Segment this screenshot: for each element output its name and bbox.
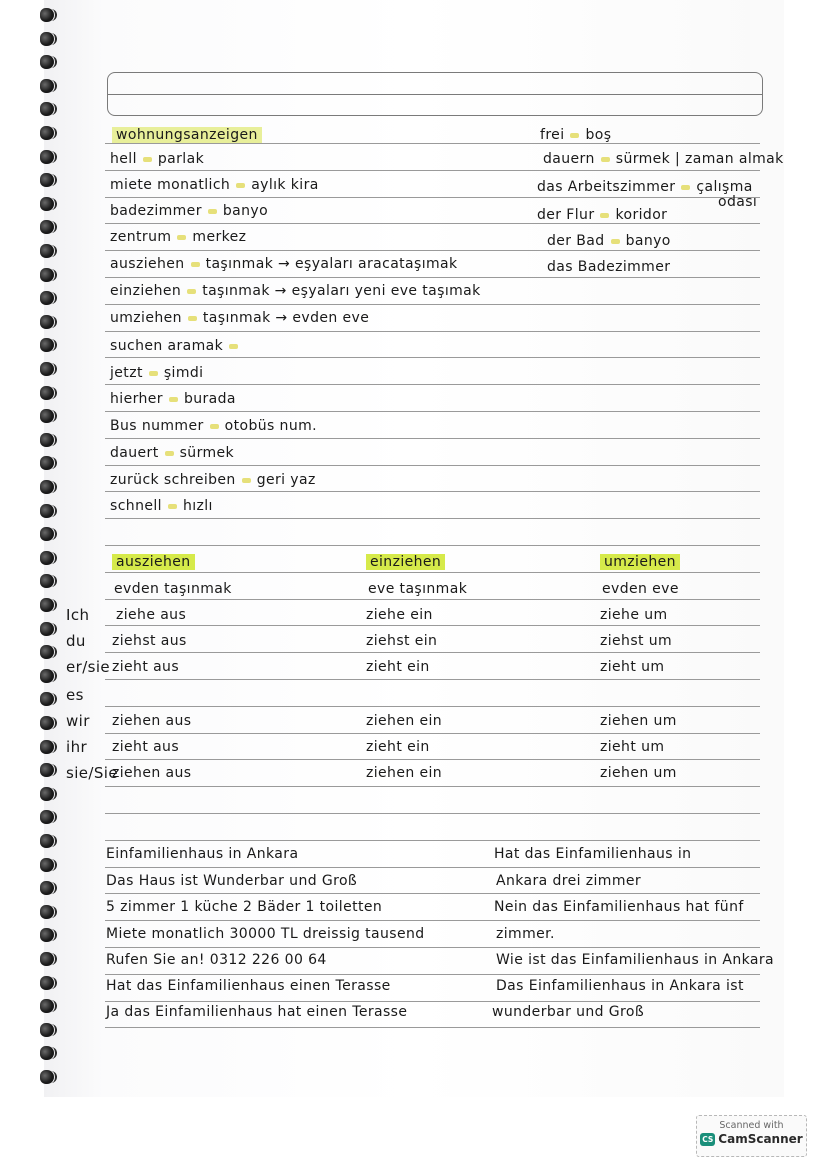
vocab-entry xyxy=(540,126,611,144)
spiral-ring xyxy=(40,952,54,966)
turkish-translation: geri yaz xyxy=(256,472,316,488)
highlight-dash xyxy=(242,478,251,483)
ruled-line xyxy=(105,893,760,894)
ruled-line xyxy=(105,625,760,626)
turkish-translation: taşınmak → eşyaları aracataşımak xyxy=(205,256,458,272)
german-term: zurück schreiben xyxy=(110,472,236,488)
spiral-binding xyxy=(40,0,62,1097)
turkish-translation: hızlı xyxy=(182,498,213,514)
pronoun-label: ihr xyxy=(66,738,88,756)
highlight-dash xyxy=(143,157,152,162)
ruled-line xyxy=(105,786,760,787)
spiral-ring xyxy=(40,574,54,588)
spiral-ring xyxy=(40,197,54,211)
ad-line-left: 5 zimmer 1 küche 2 Bäder 1 toiletten xyxy=(106,899,383,915)
conjugation-meaning: eve taşınmak xyxy=(368,581,468,597)
spiral-ring xyxy=(40,787,54,801)
highlight-dash xyxy=(208,209,217,214)
vocab-entry xyxy=(110,202,268,220)
title-box xyxy=(107,72,763,116)
spiral-ring xyxy=(40,716,54,730)
pronoun-label: er/sie xyxy=(66,658,111,676)
verb-form: ziehe um xyxy=(600,607,668,623)
verb-form: ziehen ein xyxy=(366,765,443,781)
ruled-line xyxy=(105,518,760,519)
vocab-entry xyxy=(110,228,246,246)
verb-form: ziehen ein xyxy=(366,713,443,729)
ad-line-right: Nein das Einfamilienhaus hat fünf xyxy=(494,899,744,915)
highlight-dash xyxy=(681,185,690,190)
highlight-dash xyxy=(611,239,620,244)
spiral-ring xyxy=(40,173,54,187)
ad-line-left: Einfamilienhaus in Ankara xyxy=(106,846,299,862)
ad-line-left: Miete monatlich 30000 TL dreissig tausend xyxy=(106,926,425,942)
spiral-ring xyxy=(40,834,54,848)
spiral-ring xyxy=(40,763,54,777)
german-term: dauern xyxy=(543,151,595,167)
ruled-line xyxy=(105,545,760,546)
spiral-ring xyxy=(40,905,54,919)
heading-text: wohnungsanzeigen xyxy=(112,127,262,143)
ad-line-left: Das Haus ist Wunderbar und Groß xyxy=(106,873,358,889)
spiral-ring xyxy=(40,622,54,636)
turkish-translation: koridor xyxy=(615,207,668,223)
spiral-ring xyxy=(40,291,54,305)
spiral-ring xyxy=(40,244,54,258)
turkish-translation: sürmek | zaman almak xyxy=(615,151,784,167)
spiral-ring xyxy=(40,315,54,329)
header-text: umziehen xyxy=(600,554,680,570)
pronoun-label: es xyxy=(66,686,84,704)
vocab-entry xyxy=(110,364,203,382)
german-term: badezimmer xyxy=(110,203,202,219)
spiral-ring xyxy=(40,999,54,1013)
verb-form: ziehen um xyxy=(600,765,677,781)
ruled-line xyxy=(105,679,760,680)
ad-line-left: Rufen Sie an! 0312 226 00 64 xyxy=(106,952,327,968)
spiral-ring xyxy=(40,220,54,234)
spiral-ring xyxy=(40,598,54,612)
ruled-line xyxy=(105,438,760,439)
spiral-ring xyxy=(40,268,54,282)
spiral-ring xyxy=(40,32,54,46)
german-term: miete monatlich xyxy=(110,177,231,193)
ad-line-right: Das Einfamilienhaus in Ankara ist xyxy=(496,978,744,994)
ruled-line xyxy=(105,491,760,492)
turkish-translation: banyo xyxy=(222,203,269,219)
highlight-dash xyxy=(168,504,177,509)
pronoun-label: du xyxy=(66,632,86,650)
ruled-line xyxy=(105,1027,760,1028)
ruled-line xyxy=(105,170,760,171)
spiral-ring xyxy=(40,928,54,942)
verb-form: zieht ein xyxy=(366,659,430,675)
vocab-entry: das Badezimmer xyxy=(547,259,671,275)
ruled-line xyxy=(105,867,760,868)
vocab-entry xyxy=(110,337,244,355)
ad-line-right: Hat das Einfamilienhaus in xyxy=(494,846,692,862)
spiral-ring xyxy=(40,669,54,683)
spiral-ring xyxy=(40,692,54,706)
turkish-translation: çalışma xyxy=(696,179,753,195)
spiral-ring xyxy=(40,881,54,895)
highlight-dash xyxy=(601,157,610,162)
german-term: zentrum xyxy=(110,229,172,245)
ruled-line xyxy=(105,920,760,921)
ruled-line xyxy=(105,759,760,760)
turkish-translation: taşınmak → eşyaları yeni eve taşımak xyxy=(202,283,481,299)
german-term: ausziehen xyxy=(110,256,185,272)
spiral-ring xyxy=(40,527,54,541)
vocab-continuation: odası xyxy=(718,194,758,210)
header-text: einziehen xyxy=(366,554,445,570)
ad-line-left: Ja das Einfamilienhaus hat einen Terasse xyxy=(106,1004,408,1020)
conjugation-header xyxy=(112,553,195,571)
turkish-translation: boş xyxy=(585,127,612,143)
ruled-line xyxy=(105,813,760,814)
verb-form: zieht aus xyxy=(112,659,180,675)
ruled-line xyxy=(105,197,760,198)
spiral-ring xyxy=(40,504,54,518)
vocab-entry xyxy=(110,444,234,462)
german-term: schnell xyxy=(110,498,162,514)
spiral-ring xyxy=(40,976,54,990)
spiral-ring xyxy=(40,858,54,872)
german-term: dauert xyxy=(110,445,159,461)
vocab-entry xyxy=(537,206,667,224)
spiral-ring xyxy=(40,740,54,754)
turkish-translation: merkez xyxy=(192,229,247,245)
ruled-line xyxy=(105,733,760,734)
verb-form: zieht um xyxy=(600,739,665,755)
vocab-entry xyxy=(110,390,236,408)
german-term: einziehen xyxy=(110,283,182,299)
verb-form: zieht ein xyxy=(366,739,430,755)
conjugation-header xyxy=(366,553,445,571)
highlight-dash xyxy=(210,424,219,429)
ruled-line xyxy=(105,706,760,707)
highlight-dash xyxy=(188,316,197,321)
highlight-dash xyxy=(187,289,196,294)
highlight-dash xyxy=(177,235,186,240)
verb-form: ziehst aus xyxy=(112,633,187,649)
vocab-entry xyxy=(110,471,316,489)
spiral-ring xyxy=(40,79,54,93)
watermark-brand: CamScanner xyxy=(718,1132,803,1146)
spiral-ring xyxy=(40,645,54,659)
german-term: suchen aramak xyxy=(110,338,224,354)
highlight-dash xyxy=(191,262,200,267)
vocab-entry xyxy=(110,150,204,168)
german-term: das Arbeitszimmer xyxy=(537,179,676,195)
verb-form: zieht aus xyxy=(112,739,180,755)
verb-form: ziehen aus xyxy=(112,713,192,729)
verb-form: ziehen um xyxy=(600,713,677,729)
turkish-translation: sürmek xyxy=(179,445,235,461)
turkish-translation: taşınmak → evden eve xyxy=(202,310,370,326)
vocab-entry xyxy=(543,150,784,168)
spiral-ring xyxy=(40,810,54,824)
german-term: Bus nummer xyxy=(110,418,204,434)
section-heading xyxy=(112,126,262,144)
highlight-dash xyxy=(236,183,245,188)
ruled-line xyxy=(105,331,760,332)
verb-form: ziehst um xyxy=(600,633,673,649)
verb-form: zieht um xyxy=(600,659,665,675)
vocab-entry xyxy=(547,232,671,250)
turkish-translation: banyo xyxy=(625,233,671,249)
conjugation-meaning: evden taşınmak xyxy=(114,581,232,597)
german-term: der Flur xyxy=(537,207,595,223)
german-term: jetzt xyxy=(110,365,143,381)
vocab-entry xyxy=(110,255,458,273)
spiral-ring xyxy=(40,409,54,423)
ruled-line xyxy=(105,411,760,412)
spiral-ring xyxy=(40,362,54,376)
ad-line-right: zimmer. xyxy=(496,926,555,942)
vocab-entry xyxy=(110,417,317,435)
turkish-translation: burada xyxy=(183,391,236,407)
highlight-dash xyxy=(169,397,178,402)
spiral-ring xyxy=(40,8,54,22)
spiral-ring xyxy=(40,1070,54,1084)
watermark-caption: Scanned with xyxy=(719,1120,784,1131)
spiral-ring xyxy=(40,338,54,352)
ruled-line xyxy=(105,357,760,358)
spiral-ring xyxy=(40,433,54,447)
conjugation-meaning: evden eve xyxy=(602,581,679,597)
turkish-translation: şimdi xyxy=(163,365,204,381)
pronoun-label: wir xyxy=(66,712,90,730)
ruled-line xyxy=(105,1001,760,1002)
spiral-ring xyxy=(40,55,54,69)
ruled-line xyxy=(105,250,760,251)
highlight-dash xyxy=(600,213,609,218)
ruled-line xyxy=(105,652,760,653)
verb-form: ziehst ein xyxy=(366,633,438,649)
ruled-line xyxy=(105,599,760,600)
verb-form: ziehen aus xyxy=(112,765,192,781)
header-text: ausziehen xyxy=(112,554,195,570)
highlight-dash xyxy=(229,344,238,349)
ruled-line xyxy=(105,572,760,573)
camscanner-watermark xyxy=(696,1115,807,1157)
ad-line-right: Wie ist das Einfamilienhaus in Ankara xyxy=(496,952,775,968)
camscanner-logo-icon: CS xyxy=(702,1134,714,1144)
pronoun-label: Ich xyxy=(66,606,90,624)
ruled-line xyxy=(105,384,760,385)
highlight-dash xyxy=(570,133,579,138)
spiral-ring xyxy=(40,102,54,116)
ad-line-right: Ankara drei zimmer xyxy=(496,873,642,889)
german-term: hierher xyxy=(110,391,163,407)
spiral-ring xyxy=(40,386,54,400)
vocab-entry xyxy=(110,309,369,327)
spiral-ring xyxy=(40,456,54,470)
spiral-ring xyxy=(40,1046,54,1060)
highlight-dash xyxy=(165,451,174,456)
vocab-entry xyxy=(110,176,319,194)
german-term: umziehen xyxy=(110,310,182,326)
german-term: frei xyxy=(540,127,565,143)
ruled-line xyxy=(105,840,760,841)
ruled-line xyxy=(105,974,760,975)
vocab-entry xyxy=(110,497,213,515)
verb-form: ziehe ein xyxy=(366,607,433,623)
german-term: der Bad xyxy=(547,233,605,249)
conjugation-header xyxy=(600,553,680,571)
spiral-ring xyxy=(40,1023,54,1037)
spiral-ring xyxy=(40,150,54,164)
ad-line-left: Hat das Einfamilienhaus einen Terasse xyxy=(106,978,391,994)
ad-line-right: wunderbar und Groß xyxy=(492,1004,645,1020)
ruled-line xyxy=(105,277,760,278)
turkish-translation: parlak xyxy=(157,151,205,167)
german-term: hell xyxy=(110,151,137,167)
ruled-line xyxy=(105,947,760,948)
turkish-translation: aylık kira xyxy=(251,177,319,193)
highlight-dash xyxy=(149,371,158,376)
spiral-ring xyxy=(40,126,54,140)
spiral-ring xyxy=(40,480,54,494)
turkish-translation: otobüs num. xyxy=(224,418,317,434)
ruled-line xyxy=(105,465,760,466)
vocab-entry xyxy=(110,282,481,300)
spiral-ring xyxy=(40,551,54,565)
pronoun-label: sie/Sie xyxy=(66,764,118,782)
verb-form: ziehe aus xyxy=(116,607,187,623)
ruled-line xyxy=(105,304,760,305)
